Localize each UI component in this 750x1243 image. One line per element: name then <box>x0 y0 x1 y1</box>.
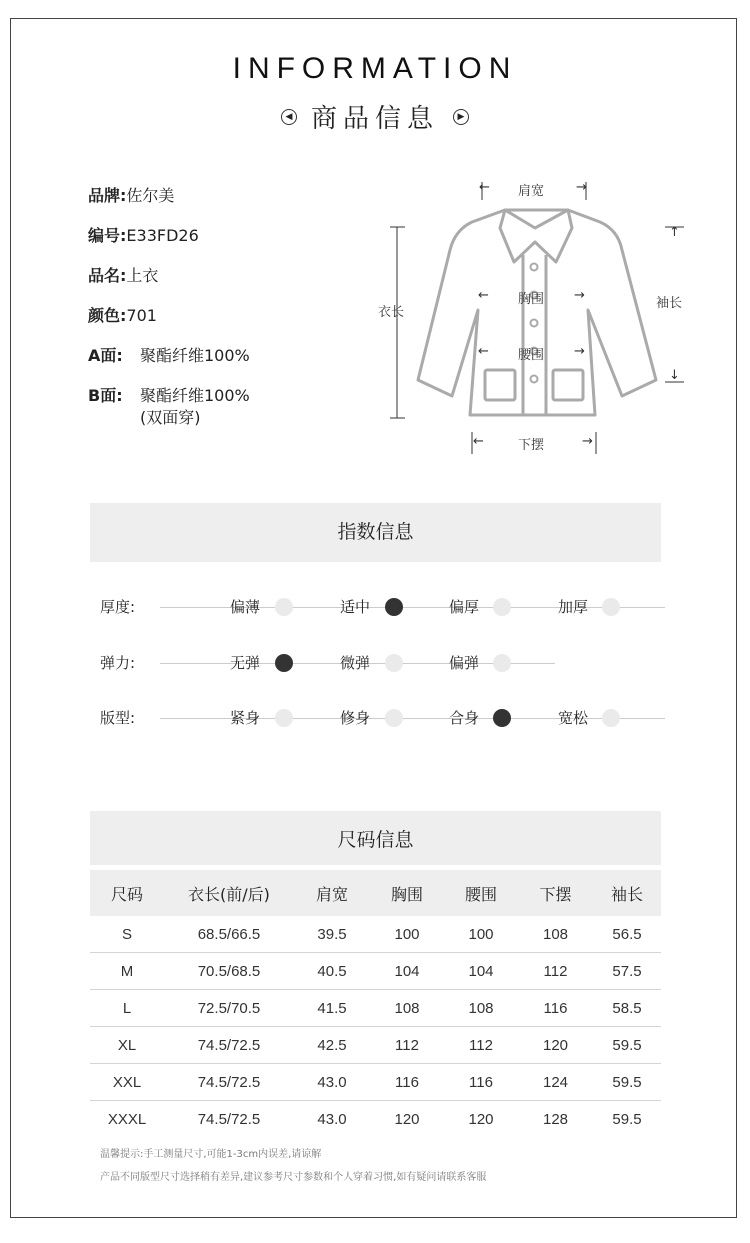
diagram-label-chest: 胸围 <box>518 292 545 307</box>
size-cell: 43.0 <box>294 1064 370 1101</box>
index-section-title: 指数信息 <box>90 503 661 562</box>
arrow-down-icon: ↓ <box>669 368 680 383</box>
info-key: B面: <box>88 386 123 405</box>
size-cell: XXL <box>90 1064 164 1101</box>
index-dot <box>493 598 511 616</box>
table-row <box>90 916 661 953</box>
arrow-right-icon: → <box>582 434 593 449</box>
size-cell: 59.5 <box>593 1064 661 1101</box>
size-cell: 104 <box>444 953 518 990</box>
index-dot <box>385 654 403 672</box>
info-value: 聚酯纤维100% <box>140 346 250 365</box>
arrow-up-icon: ↑ <box>669 225 680 240</box>
index-option: 偏厚 <box>449 598 480 616</box>
index-option: 偏弹 <box>449 654 480 672</box>
info-value: 上衣 <box>126 266 159 285</box>
index-dot <box>275 709 293 727</box>
size-cell: 108 <box>444 990 518 1027</box>
table-row <box>90 1064 661 1101</box>
index-dot <box>385 709 403 727</box>
index-option: 合身 <box>449 709 480 727</box>
index-option: 无弹 <box>230 654 261 672</box>
size-cell: 58.5 <box>593 990 661 1027</box>
info-color <box>88 303 157 326</box>
size-cell: 128 <box>542 1110 569 1128</box>
size-cell: 116 <box>370 1064 444 1101</box>
size-cell: 40.5 <box>294 953 370 990</box>
size-cell: 59.5 <box>593 1027 661 1064</box>
size-cell: 116 <box>518 990 593 1027</box>
size-cell: 100 <box>444 916 518 953</box>
size-cell: 104 <box>370 953 444 990</box>
table-row <box>90 1101 661 1138</box>
size-header-cell: 衣长(前/后) <box>164 870 294 916</box>
diagram-label-hem: 下摆 <box>518 438 545 453</box>
note-size-advice: 产品不同版型尺寸选择稍有差异,建议参考尺寸参数和个人穿着习惯,如有疑问请联系客服 <box>100 1172 487 1183</box>
arrow-right-icon: ▶ <box>453 109 469 125</box>
size-table-header <box>90 870 661 916</box>
info-side-b <box>88 383 250 406</box>
info-brand <box>88 183 174 206</box>
size-header-cell: 下摆 <box>518 870 593 916</box>
size-cell: 41.5 <box>294 990 370 1027</box>
info-value: 佐尔美 <box>126 186 175 205</box>
index-dot <box>275 598 293 616</box>
index-dot <box>602 709 620 727</box>
info-side-b-extra: (双面穿) <box>140 408 201 427</box>
table-row <box>90 990 661 1027</box>
index-row-label: 弹力: <box>100 654 136 672</box>
size-header-cell: 肩宽 <box>294 870 370 916</box>
size-cell: 43.0 <box>317 1110 347 1128</box>
size-cell: XXXL <box>107 1110 147 1128</box>
size-cell: M <box>90 953 164 990</box>
index-option: 微弹 <box>340 654 371 672</box>
info-key: 品牌: <box>88 186 127 205</box>
index-row-label: 厚度: <box>100 598 136 616</box>
arrow-right-icon: → <box>574 288 585 303</box>
size-cell: 116 <box>444 1064 518 1101</box>
table-row <box>90 1027 661 1064</box>
info-side-a <box>88 343 250 366</box>
index-option: 紧身 <box>230 709 261 727</box>
size-header-cell: 尺码 <box>90 870 164 916</box>
arrow-right-icon: → <box>576 180 587 195</box>
size-cell: 120 <box>518 1027 593 1064</box>
size-cell: XL <box>90 1027 164 1064</box>
info-key: 编号: <box>88 226 127 245</box>
title-chinese <box>0 98 750 135</box>
size-table <box>90 870 661 1137</box>
arrow-left-icon: ← <box>478 344 489 359</box>
info-code <box>88 223 199 246</box>
size-cell: 74.5/72.5 <box>164 1027 294 1064</box>
size-cell: 59.5 <box>612 1110 642 1128</box>
size-cell: 120 <box>394 1110 420 1128</box>
index-dot-selected <box>385 598 403 616</box>
size-cell: 112 <box>444 1027 518 1064</box>
size-header-cell: 胸围 <box>370 870 444 916</box>
note-measurement: 温馨提示:手工测量尺寸,可能1-3cm内误差,请谅解 <box>100 1149 322 1160</box>
size-cell: 120 <box>468 1110 494 1128</box>
info-key: 颜色: <box>88 306 127 325</box>
info-name <box>88 263 158 286</box>
size-cell: S <box>90 916 164 953</box>
index-option: 宽松 <box>558 709 589 727</box>
garment-diagram <box>360 170 720 470</box>
index-row-fit <box>0 706 750 730</box>
info-value: E33FD26 <box>126 226 199 245</box>
index-row-thickness <box>0 595 750 619</box>
size-cell: 68.5/66.5 <box>164 916 294 953</box>
arrow-left-icon: ◀ <box>281 109 297 125</box>
diagram-label-length: 衣长 <box>378 305 405 320</box>
index-dot-selected <box>275 654 293 672</box>
size-cell: 108 <box>518 916 593 953</box>
arrow-left-icon: ← <box>479 180 490 195</box>
arrow-right-icon: → <box>574 344 585 359</box>
size-cell: 56.5 <box>593 916 661 953</box>
size-cell: 108 <box>370 990 444 1027</box>
info-key: A面: <box>88 346 123 365</box>
arrow-left-icon: ← <box>473 434 484 449</box>
table-row <box>90 953 661 990</box>
index-dot <box>602 598 620 616</box>
size-cell: 112 <box>518 953 593 990</box>
info-key: 品名: <box>88 266 127 285</box>
size-cell: 112 <box>370 1027 444 1064</box>
size-cell: 74.5/72.5 <box>197 1110 261 1128</box>
diagram-label-sleeve: 袖长 <box>656 296 683 311</box>
size-section-title: 尺码信息 <box>90 811 661 865</box>
size-cell: 70.5/68.5 <box>164 953 294 990</box>
size-cell: 72.5/70.5 <box>164 990 294 1027</box>
size-cell: L <box>90 990 164 1027</box>
arrow-left-icon: ← <box>478 288 489 303</box>
index-option: 修身 <box>340 709 371 727</box>
index-row-label: 版型: <box>100 709 136 727</box>
index-dot <box>493 654 511 672</box>
info-value: 701 <box>126 306 157 325</box>
diagram-label-waist: 腰围 <box>518 348 545 363</box>
size-cell: 100 <box>370 916 444 953</box>
size-cell: 124 <box>518 1064 593 1101</box>
index-option: 偏薄 <box>230 598 261 616</box>
size-cell: 39.5 <box>294 916 370 953</box>
size-cell: 57.5 <box>593 953 661 990</box>
title-chinese-text: 商品信息 <box>310 104 439 134</box>
size-header-cell: 袖长 <box>593 870 661 916</box>
index-row-elasticity <box>0 651 750 675</box>
info-value: 聚酯纤维100% <box>140 386 250 405</box>
size-header-cell: 腰围 <box>444 870 518 916</box>
index-option: 适中 <box>340 598 371 616</box>
index-dot-selected <box>493 709 511 727</box>
diagram-label-shoulder: 肩宽 <box>518 184 545 199</box>
jacket-outline-icon <box>360 170 720 470</box>
size-cell: 74.5/72.5 <box>164 1064 294 1101</box>
size-cell: 42.5 <box>294 1027 370 1064</box>
index-option: 加厚 <box>558 598 589 616</box>
title-english: INFORMATION <box>232 52 518 85</box>
